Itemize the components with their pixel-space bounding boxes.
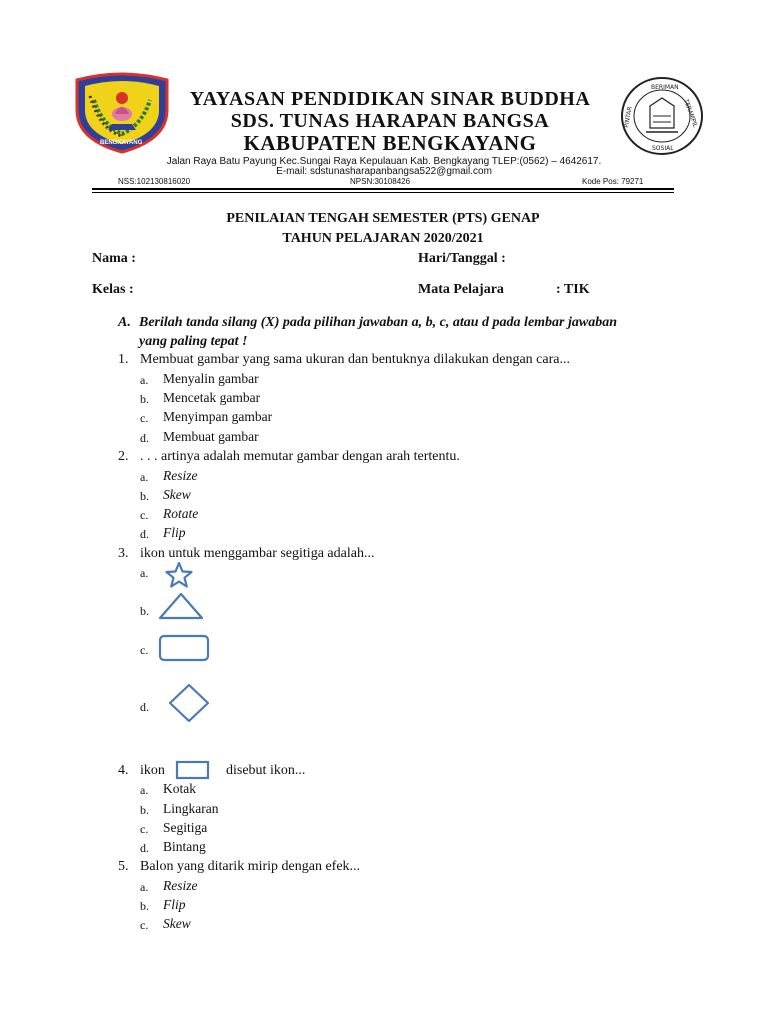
question-number: 3. bbox=[118, 546, 129, 561]
question-text: ikon untuk menggambar segitiga adalah... bbox=[140, 546, 375, 561]
class-field-label: Kelas : bbox=[92, 282, 134, 297]
section-instruction-line1: Berilah tanda silang (X) pada pilihan jawaban a, b, c, atau d pada lembar jawaban bbox=[139, 315, 618, 330]
beriman-seal-logo bbox=[620, 76, 704, 156]
option-letter: a. bbox=[140, 880, 149, 894]
option-text: Skew bbox=[163, 916, 191, 931]
option-text: Flip bbox=[163, 525, 186, 540]
option-text: Mencetak gambar bbox=[163, 390, 261, 405]
question-text-after: disebut ikon... bbox=[226, 763, 306, 778]
question-number: 2. bbox=[118, 449, 129, 464]
school-address: Jalan Raya Batu Payung Kec.Sungai Raya Kepulauan Kab. Bengkayang TLEP:(0562) – 4642617. bbox=[166, 156, 602, 167]
option-letter: a. bbox=[140, 783, 149, 797]
exam-title: PENILAIAN TENGAH SEMESTER (PTS) GENAP bbox=[226, 211, 540, 226]
option-letter: d. bbox=[140, 700, 149, 714]
option-letter: a. bbox=[140, 373, 149, 387]
option-letter: c. bbox=[140, 508, 149, 522]
option-letter: d. bbox=[140, 527, 149, 541]
school-name: SDS. TUNAS HARAPAN BANGSA bbox=[230, 110, 550, 132]
option-letter: d. bbox=[140, 431, 149, 445]
postal-code: Kode Pos: 79271 bbox=[582, 177, 644, 186]
option-letter: b. bbox=[140, 899, 149, 913]
option-letter: a. bbox=[140, 470, 149, 484]
question-text: Balon yang ditarik mirip dengan efek... bbox=[140, 859, 361, 874]
option-text: Kotak bbox=[163, 781, 196, 796]
option-letter: c. bbox=[140, 411, 149, 425]
section-label: A. bbox=[118, 315, 131, 330]
option-text: Resize bbox=[163, 878, 198, 893]
option-text: Lingkaran bbox=[163, 801, 219, 816]
question-text-before: ikon bbox=[140, 763, 165, 778]
npsn-number: NPSN:30108426 bbox=[350, 177, 411, 186]
option-letter: c. bbox=[140, 822, 149, 836]
subject-field-value: : TIK bbox=[556, 282, 590, 297]
option-text: Segitiga bbox=[163, 820, 208, 835]
question-number: 1. bbox=[118, 352, 129, 367]
header-rule-thick bbox=[92, 188, 674, 190]
option-text: Rotate bbox=[163, 506, 199, 521]
svg-text:PINTAR: PINTAR bbox=[623, 106, 634, 129]
option-letter: c. bbox=[140, 643, 149, 657]
subject-field-label: Mata Pelajara bbox=[418, 282, 504, 297]
option-text: Resize bbox=[163, 468, 198, 483]
question-number: 4. bbox=[118, 763, 129, 778]
question-text: Membuat gambar yang sama ukuran dan bentuknya dilakukan dengan cara... bbox=[140, 352, 570, 367]
option-text: Membuat gambar bbox=[163, 429, 259, 444]
option-letter: b. bbox=[140, 604, 149, 618]
option-letter: b. bbox=[140, 392, 149, 406]
rounded-rectangle-icon bbox=[158, 634, 210, 667]
option-text: Menyalin gambar bbox=[163, 371, 259, 386]
option-text: Skew bbox=[163, 487, 191, 502]
logo-text-bottom: BENGKAYANG bbox=[100, 140, 143, 146]
question-text: . . . artinya adalah memutar gambar dengan arah tertentu. bbox=[140, 449, 460, 464]
svg-text:SOSIAL: SOSIAL bbox=[652, 145, 674, 152]
triangle-icon bbox=[158, 592, 204, 625]
school-foundation-logo bbox=[72, 70, 172, 154]
header-rule-thin bbox=[92, 192, 674, 193]
option-letter: d. bbox=[140, 841, 149, 855]
name-field-label: Nama : bbox=[92, 251, 136, 266]
star-icon bbox=[164, 561, 194, 594]
question-number: 5. bbox=[118, 859, 129, 874]
foundation-name: YAYASAN PENDIDIKAN SINAR BUDDHA bbox=[189, 88, 591, 110]
option-text: Flip bbox=[163, 897, 186, 912]
option-letter: b. bbox=[140, 489, 149, 503]
option-text: Bintang bbox=[163, 839, 206, 854]
nss-number: NSS:102130816020 bbox=[118, 177, 191, 186]
section-instruction-line2: yang paling tepat ! bbox=[139, 334, 248, 349]
diamond-icon bbox=[168, 683, 210, 728]
option-letter: c. bbox=[140, 918, 149, 932]
academic-year: TAHUN PELAJARAN 2020/2021 bbox=[282, 231, 484, 246]
regency-name: KABUPATEN BENGKAYANG bbox=[243, 131, 537, 155]
school-email: E-mail: sdstunasharapanbangsa522@gmail.com bbox=[276, 166, 492, 177]
option-text: Menyimpan gambar bbox=[163, 409, 273, 424]
svg-text:BERIMAN: BERIMAN bbox=[651, 84, 679, 91]
option-letter: b. bbox=[140, 803, 149, 817]
date-field-label: Hari/Tanggal : bbox=[418, 251, 506, 266]
svg-text:TERAMPIL: TERAMPIL bbox=[682, 98, 699, 129]
option-letter: a. bbox=[140, 566, 149, 580]
